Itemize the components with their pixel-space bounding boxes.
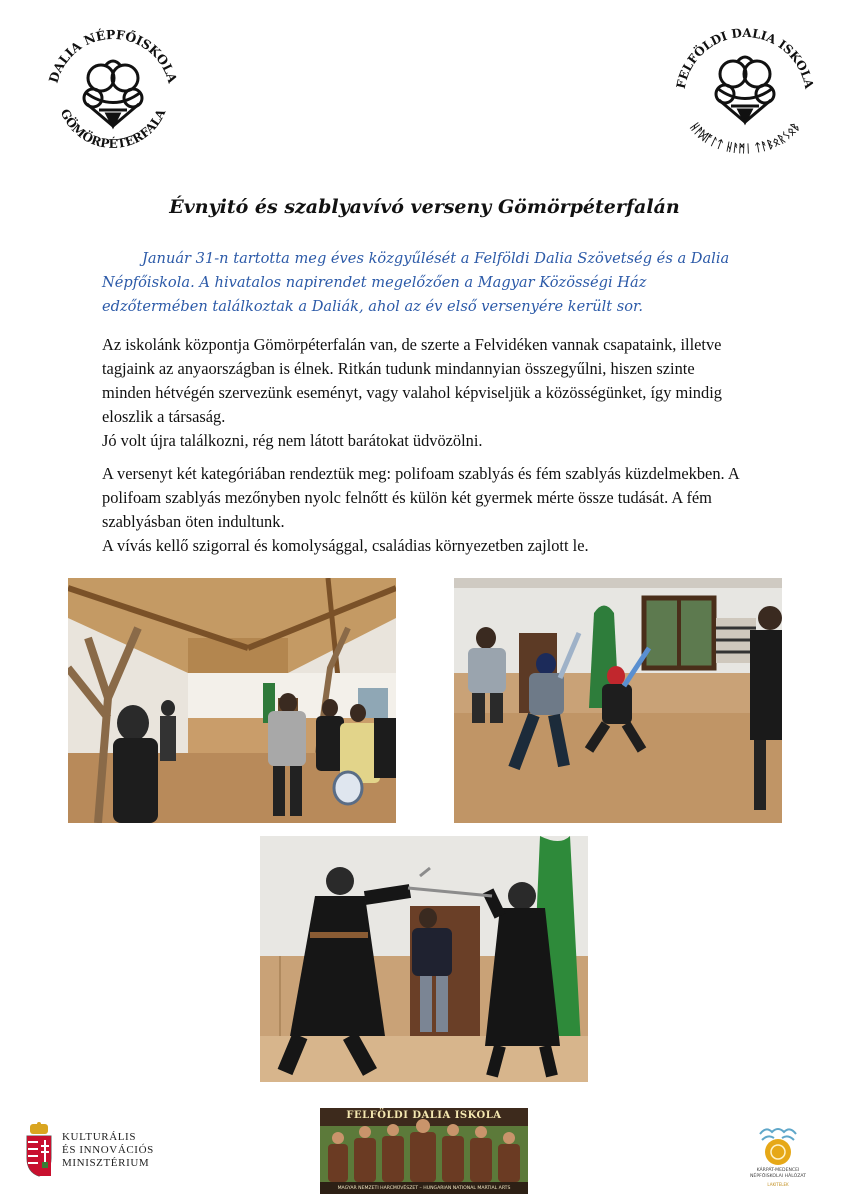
paragraph-text: A vívás kellő szigorral és komolysággal, családias környezetben zajlott le. <box>102 536 589 555</box>
paragraph-text: Az iskolánk központja Gömörpéterfalán van, de szerte a Felvidéken vannak csapataink, illetve tagjaink az anyaországban is élnek. Ritkán tudunk mindannyian összegyűlni, hiszen szinte minden hétvégén szervezünk eseményt, vagy valahol képviseljük a közösségünket, így mindig eloszlik a társaság. <box>102 335 722 426</box>
network-name: KÁRPÁT-MEDENCEI NÉPFŐISKOLAI HÁLÓZAT <box>750 1168 806 1179</box>
nepfoiskolai-halozat-logo <box>738 1124 818 1186</box>
photo-metal-saber-duel <box>260 836 588 1082</box>
right-logo-top-text: FELFÖLDI DALIA ISKOLA <box>673 25 817 90</box>
felfoldi-dalia-iskola-logo <box>670 18 820 168</box>
dalia-knot-icon <box>716 57 774 122</box>
article-title: Évnyitó és szablyavívó verseny Gömörpéterfalán <box>169 196 680 218</box>
ministry-name: KULTURÁLIS ÉS INNOVÁCIÓS MINISZTÉRIUM <box>62 1131 154 1169</box>
article-paragraph-2 <box>102 462 742 558</box>
network-location: LAKITELEK <box>767 1182 789 1187</box>
article-paragraph-1 <box>102 333 742 453</box>
banner-subtitle: MAGYAR NEMZETI HARCMŰVÉSZET – HUNGARIAN NATIONAL MARTIAL ARTS <box>337 1186 511 1191</box>
photo-polifoam-sparring <box>454 578 782 823</box>
svg-text:ᚺᚨᛞᚩᛚᛏ ᚺᚨᛗᛁ ᛏᚨᛒᛟᚱᛊᛟᛒ <box>688 120 803 155</box>
left-logo-bottom-text: GÖMÖRPÉTERFALA <box>57 106 169 151</box>
dalia-nepfoiskola-logo <box>38 18 188 168</box>
banner-title: FELFÖLDI DALIA ISKOLA <box>346 1110 502 1121</box>
network-emblem-icon <box>756 1124 800 1168</box>
article-lead: Január 31-n tartotta meg éves közgyűlését a Felföldi Dalia Szövetség és a Dalia Népfőiskola. A hivatalos napirendet megelőzően a Magyar Közösségi Ház edzőtermében találkoztak a Daliák, ahol az év első versenyére került sor. <box>102 250 730 315</box>
ministry-logo <box>24 1122 184 1182</box>
paragraph-text: A versenyt két kategóriában rendeztük meg: polifoam szablyás és fém szablyás küzdelmekben. A polifoam szablyás mezőnyben nyolc felnőtt és külön két gyermek mérte össze tudását. A fém szablyásban öten indultunk. <box>102 464 739 531</box>
right-logo-bottom-text: ᚺᚨᛞᚩᛚᛏ ᚺᚨᛗᛁ ᛏᚨᛒᛟᚱᛊᛟᛒ <box>687 120 803 156</box>
paragraph-text: Jó volt újra találkozni, rég nem látott barátokat üdvözölni. <box>102 431 483 450</box>
left-logo-top-text: DALIA NÉPFŐISKOLA <box>45 26 181 85</box>
photo-group-in-hall <box>68 578 396 823</box>
dalia-knot-icon <box>84 61 142 126</box>
felfoldi-dalia-iskola-banner <box>320 1108 528 1194</box>
hungarian-coat-of-arms-icon <box>24 1122 54 1178</box>
